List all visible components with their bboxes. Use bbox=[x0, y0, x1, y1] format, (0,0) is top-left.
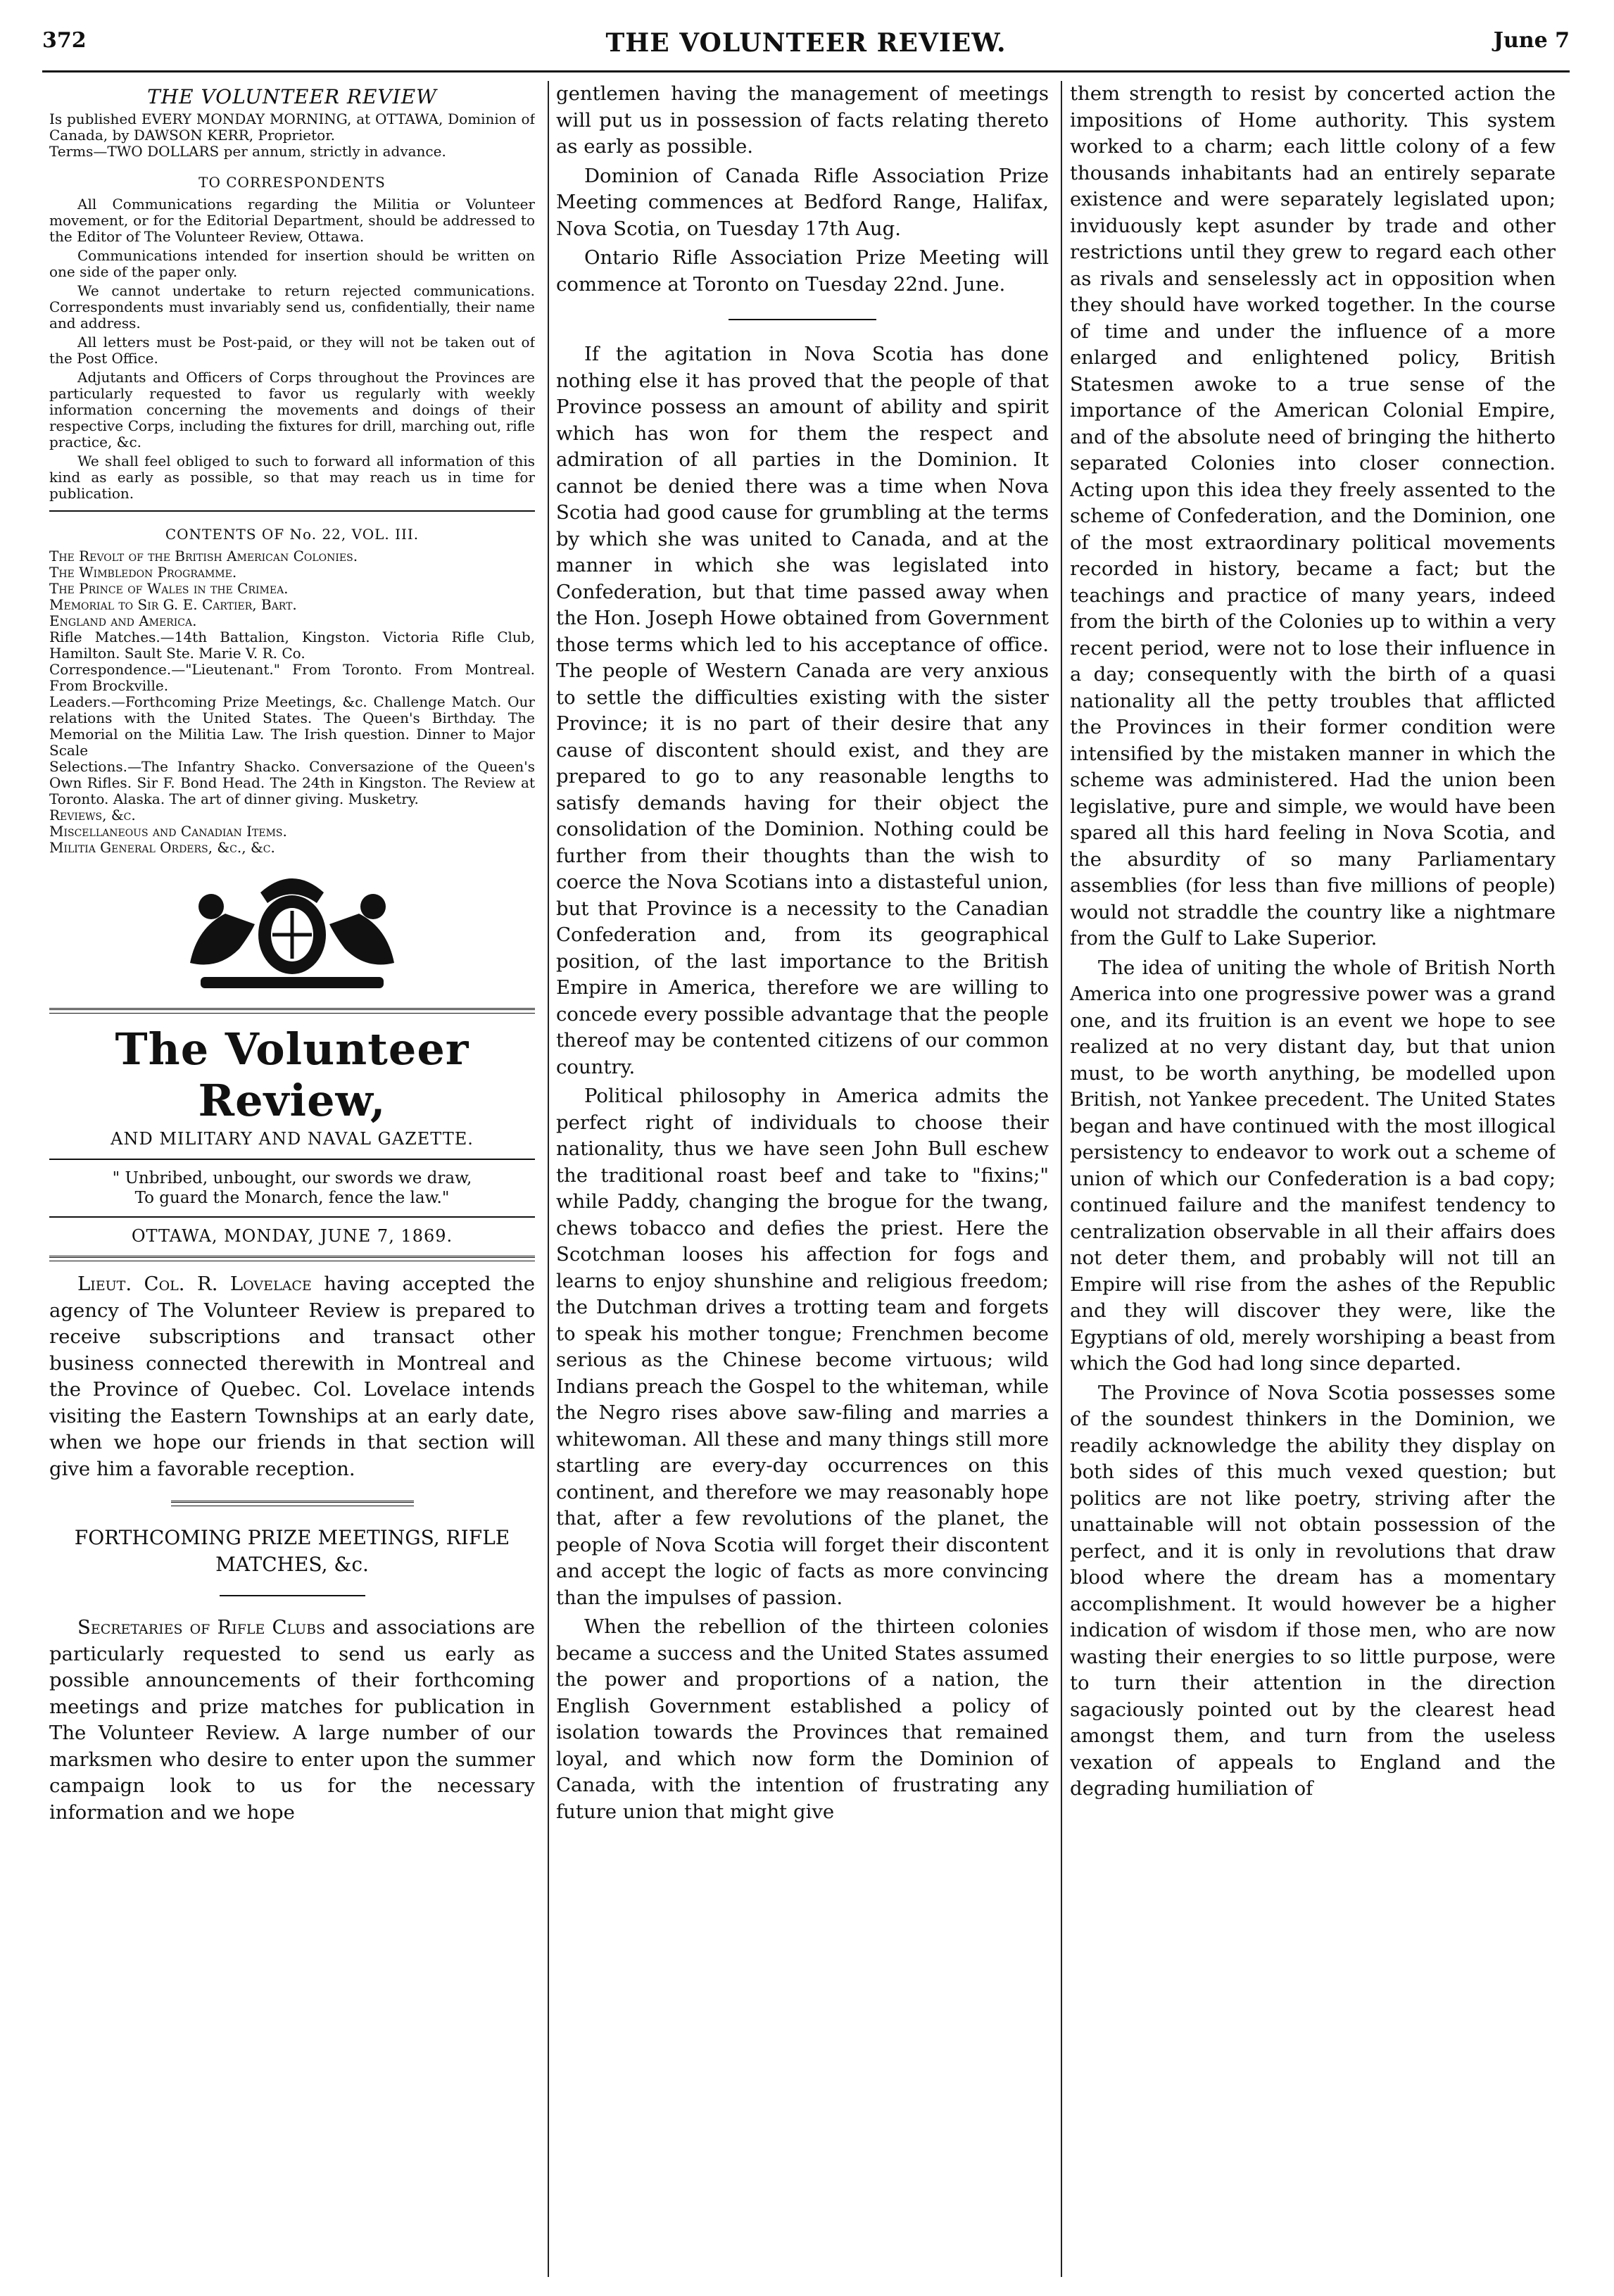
divider bbox=[49, 1159, 535, 1160]
column-2 bbox=[556, 81, 1049, 2277]
correspondents-note: Adjutants and Officers of Corps throughout the Provinces are particularly requested to favor us regularly with weekly information concerning the movements and doings of their respective Corps, including the fixtures for drill, marching out, rifle practice, &c. bbox=[49, 369, 535, 450]
motto-line: To guard the Monarch, fence the law." bbox=[134, 1189, 450, 1207]
correspondents-note: We cannot undertake to return rejected communications. Correspondents must invariably send us, confidentially, their name and address. bbox=[49, 282, 535, 332]
article-paragraph: gentlemen having the management of meetings will put us in possession of facts relating thereto as early as possible. bbox=[556, 82, 1049, 158]
contents-list bbox=[49, 548, 535, 856]
lovelace-notice bbox=[49, 1271, 535, 1482]
article-paragraph: Political philosophy in America admits the perfect right of individuals to choose their nationality, thus we have seen John Bull eschew the traditional roast beef and take to "fixins;" while Paddy, changing the brogue for the twang, chews tobacco and defies the priest. Here the Scotchman looses his affection for fogs and learns to enjoy shunshine and religious freedom; the Dutchman drives a trotting team and forgets to speak his mother tongue; Frenchmen become serious as the Chinese become virtuous; wild Indians preach the Gospel to the whiteman, while the Negro rises above saw-filing and marries a whitewoman. All these and many things still more startling are every-day occurrences on this continent, and therefore we may reasonably hope that, after a few revolutions of the planet, the people of Nova Scotia will forget their discontent and accept the logic of facts as more convincing than the impulses of passion. bbox=[556, 1085, 1049, 1609]
contents-item: England and America. bbox=[49, 612, 197, 629]
contents-item: Militia General Orders, &c., &c. bbox=[49, 839, 275, 856]
motto-line: " Unbribed, unbought, our swords we draw, bbox=[112, 1169, 472, 1187]
contents-item: The Revolt of the British American Colonies. bbox=[49, 548, 358, 564]
secretaries-notice bbox=[49, 1615, 535, 1826]
page-header bbox=[42, 28, 1570, 66]
article-paragraph: The idea of uniting the whole of British North America into one progressive power was a grand one, and its fruition is an event we hope to see realized at no very distant day, but that union must, to be worth anything, be modelled upon British, not Yankee precedent. The United States began and have continued with the most illogical persistency to endeavor to work out a scheme of union of which our Confederation is a bad copy; continued failure and the manifest tendency to centralization observable in all their affairs does not deter them, and probably will not till an Empire will rise from the ashes of the Republic and they will discover they were, like the Egyptians of old, merely worshiping a beast from which the God had long since departed. bbox=[1070, 956, 1556, 1375]
article-paragraph: When the rebellion of the thirteen colonies became a success and the United States assumed the power and proportions of a nation, the English Government established a policy of isolation towards the Provinces that remained loyal, and which now form the Dominion of Canada, with the intention of frustrating any future union that might give bbox=[556, 1615, 1049, 1823]
divider bbox=[49, 1216, 535, 1218]
article-paragraph: Ontario Rifle Association Prize Meeting will commence at Toronto on Tuesday 22nd. June. bbox=[556, 246, 1049, 296]
column-1 bbox=[49, 81, 535, 2277]
contents-item: The Wimbledon Programme. bbox=[49, 564, 237, 581]
correspondents-heading: TO CORRESPONDENTS bbox=[198, 174, 386, 191]
correspondents-note: All letters must be Post-paid, or they will not be taken out of the Post Office. bbox=[49, 334, 535, 367]
contents-item: Leaders.—Forthcoming Prize Meetings, &c. Challenge Match. Our relations with the United States. The Queen's Birthday. The Memorial on the Militia Law. The Irish question. Dinner to Major Scale bbox=[49, 693, 535, 759]
contents-item: Miscellaneous and Canadian Items. bbox=[49, 823, 287, 840]
page-number: 372 bbox=[42, 28, 87, 53]
article-paragraph: Dominion of Canada Rifle Association Prize Meeting commences at Bedford Range, Halifax, Nova Scotia, on Tuesday 17th Aug. bbox=[556, 164, 1049, 240]
motto bbox=[49, 1168, 535, 1208]
column-3 bbox=[1070, 81, 1556, 2277]
dateline: OTTAWA, MONDAY, JUNE 7, 1869. bbox=[131, 1226, 453, 1246]
contents-item: Reviews, &c. bbox=[49, 807, 136, 824]
lovelace-text: having accepted the agency of The Volunteer Review is prepared to receive subscriptions and transact other business connected therewith in Montreal and the Province of Quebec. Col. Lovelace intends visiting the Eastern Townships at an early date, when we hope our friends in that section will give him a favorable reception. bbox=[49, 1273, 535, 1480]
royal-arms-emblem bbox=[49, 864, 535, 998]
correspondents-note: All Communications regarding the Militia or Volunteer movement, or for the Editorial Department, should be addressed to the Editor of The Volunteer Review, Ottawa. bbox=[49, 196, 535, 245]
divider bbox=[49, 510, 535, 512]
contents-item: Rifle Matches.—14th Battalion, Kingston. Victoria Rifle Club, Hamilton. Sault Ste. Marie V. R. Co. bbox=[49, 629, 535, 662]
divider bbox=[729, 319, 876, 320]
subscription-terms: Terms—TWO DOLLARS per annum, strictly in advance. bbox=[49, 143, 446, 160]
column-divider bbox=[548, 81, 549, 2277]
running-title: THE VOLUNTEER REVIEW. bbox=[605, 28, 1007, 58]
contents-heading: CONTENTS OF No. 22, VOL. III. bbox=[165, 526, 420, 543]
contents-item: Selections.—The Infantry Shacko. Conversazione of the Queen's Own Rifles. Sir F. Bond Head. The 24th in Kingston. The Review at Toronto. Alaska. The art of dinner giving. Musketry. bbox=[49, 758, 535, 807]
contents-item: The Prince of Wales in the Crimea. bbox=[49, 580, 289, 597]
contents-item: Correspondence.—"Lieutenant." From Toronto. From Montreal. From Brockville. bbox=[49, 661, 535, 694]
prize-meetings-heading: FORTHCOMING PRIZE MEETINGS, RIFLE MATCHES, &c. bbox=[74, 1526, 510, 1576]
header-date: June 7 bbox=[1493, 28, 1570, 53]
newspaper-subtitle: AND MILITARY AND NAVAL GAZETTE. bbox=[111, 1129, 474, 1149]
article-paragraph: The Province of Nova Scotia possesses some of the soundest thinkers in the Dominion, we readily acknowledge the ability they display on both sides of this much vexed question; but politics are not like poetry, striving after the unattainable will not obtain possession of the perfect, and it is only in revolutions that draw blood where the dream has a momentary accomplishment. It would however be a higher indication of wisdom if those men, who are now wasting their energies to so little purpose, were to turn their attention in the direction sagaciously pointed out by the clearest head amongst them, and turn from the useless vexation of appeals to England and the degrading humiliation of bbox=[1070, 1381, 1556, 1800]
column-divider bbox=[1061, 81, 1062, 2277]
divider bbox=[49, 1256, 535, 1261]
secretaries-text: and associations are particularly requested to send us early as possible announcements of their forthcoming meetings and prize matches for publication in The Volunteer Review. A large number of our marksmen who desire to enter upon the summer campaign look to us for the necessary information and we hope bbox=[49, 1616, 535, 1824]
correspondents-note: Communications intended for insertion should be written on one side of the paper only. bbox=[49, 247, 535, 280]
header-rule bbox=[42, 70, 1570, 72]
article-paragraph: them strength to resist by concerted action the impositions of Home authority. This system worked to a charm; each little colony of a few thousands inhabitants had an entirely separate existence and were separately legislated upon; inviduously kept asunder by trade and other restrictions until they grew to regard each other as rivals and senselessly act in opposition when they should have worked together. In the course of time and under the influence of a more enlarged and enlightened policy, British Statesmen awoke to a true sense of the importance of the American Colonial Empire, and of the absolute need of bringing the hitherto separated Colonies into closer connection. Acting upon this idea they freely assented to the scheme of Confederation, and the Dominion, one of the most extraordinary political movements recorded in history, became a fact; but the teachings and practice of many years, indeed from the birth of the Colonies up to within a very recent period, were not to lose their influence in a day; consequently with the birth of a quasi nationality all the petty troubles that afflicted the Provinces in their former condition were intensified by the mistaken manner in which the scheme was administered. Had the union been legislative, pure and simple, we would have been spared all this hard feeling in Nova Scotia, and the absurdity of so many Parliamentary assemblies (for less than five millions of people) would not straddle the country like a nightmare from the Gulf to Lake Superior. bbox=[1070, 82, 1556, 950]
publication-info: Is published EVERY MONDAY MORNING, at OTTAWA, Dominion of Canada, by DAWSON KERR, Proprietor. bbox=[49, 111, 535, 144]
correspondents-note: We shall feel obliged to such to forward all information of this kind as early as possible, so that may reach us in time for publication. bbox=[49, 453, 535, 502]
lovelace-lead: Lieut. Col. R. Lovelace bbox=[77, 1273, 312, 1295]
article-paragraph: If the agitation in Nova Scotia has done nothing else it has proved that the people of that Province possess an amount of ability and spirit which has won for them the respect and admiration of all parties in the Dominion. It cannot be denied there was a time when Nova Scotia had good cause for grumbling at the terms by which she was united to Canada, and at the manner in which she was legislated into Confederation, but that time passed away when the Hon. Joseph Howe obtained from Government those terms which led to his acceptance of office. The people of Western Canada are very anxious to settle the difficulties existing with the sister Province; it is no part of their desire that any cause of discontent should exist, and they are prepared to go to any reasonable lengths to satisfy demands having for their object the consolidation of the Dominion. Nothing could be further from their thoughts than the wish to coerce the Nova Scotians into a distasteful union, but that Province is a necessity to the Canadian Confederation and, from its geographical position, of the last importance to the British Empire in America, therefore we are willing to concede every possible advantage that the people thereof may be contented citizens of our common country. bbox=[556, 343, 1049, 1078]
divider bbox=[171, 1501, 414, 1506]
divider bbox=[49, 1008, 535, 1014]
contents-item: Memorial to Sir G. E. Cartier, Bart. bbox=[49, 596, 297, 613]
divider bbox=[220, 1595, 365, 1596]
newspaper-title: The Volunteer Review, bbox=[115, 1023, 469, 1126]
masthead: THE VOLUNTEER REVIEW bbox=[147, 85, 437, 108]
secretaries-lead: Secretaries of Rifle Clubs bbox=[77, 1616, 326, 1639]
